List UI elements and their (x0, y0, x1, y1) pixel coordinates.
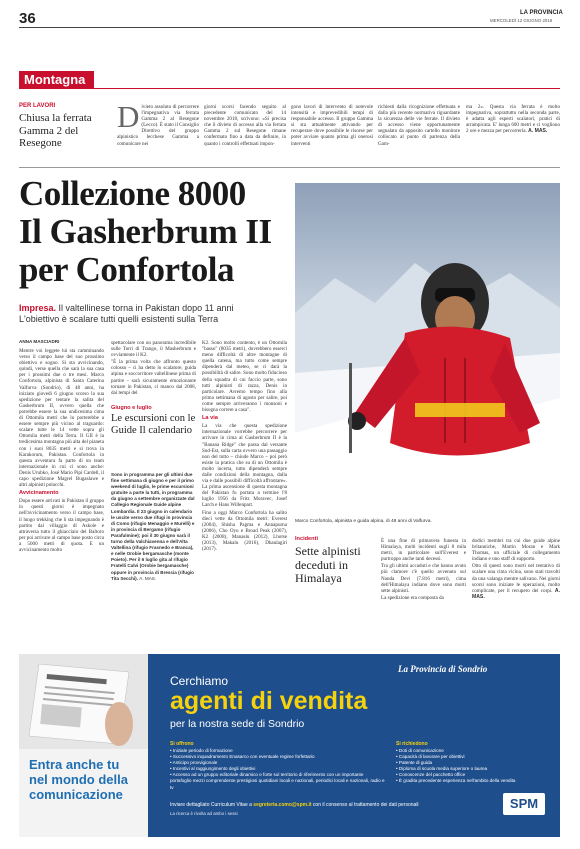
main-col1: Mentre voi leggete lui sta camminando verso il campo base del suo prossimo obiettivo e sogno. Si sta avvicinando, quindi, verse quella che sarà la sua casa per i prossimi due o tre mesi. Marco Confortola, alpinista di Santa Caterina Valfurva (Sondrio), di 48 anni, ha iniziato giovedì 6 giugno scorso la sua spedizione per tentare la salita del Gasherbrum II, ovvero quella che potrebbe essere la sua undicesima cima di Ottomila metri che lo porterebbe a essere sempre più vicino al traguardo: scalare tutte le 14 vette sopra gli Ottomila metri della Terra. Il GII è la tredicesima montagna più alta del pianeta con i suoi 8035 metri e si trova in Karakorum, Pakistan. Confortola in questa avventura fa parte di un team internazionale in cui ci sono anche: Denis Urubko, José Mario Pipi Cardell, il capo spedizione Magrel Bugaslawe e altri alpinisti polacchi. Avvicinamento Dopo essere arrivati in Pakistan il gruppo in questi giorni è impegnato nell'avvicinamento verso il campo base, il lungo trekking che li sta impegnando è partito dal villaggio di Askole e attraversa tutto il ghiacciaio del Baltoro per poi arrivare al campo base posto circa a 5000 metri di quota. E un avvicinamento molto (19, 348, 104, 553)
newspaper-illustration (19, 654, 148, 749)
ad-brand: La Provincia di Sondrio (398, 664, 488, 674)
brief-kicker: PER LAVORI (19, 103, 56, 109)
ad-offer-item: • Successivo inquadramento Enasarco con eventuale regime forfettario (170, 754, 385, 760)
sidebar-signature: A. MAS. (472, 587, 560, 600)
issue-date: MERCOLEDÌ 12 GIUGNO 2019 (490, 18, 553, 23)
ad-line3: per la nostra sede di Sondrio (170, 718, 305, 730)
ad-offer-item: • Anticipo provvigionale (170, 760, 385, 766)
brief-col2: giorni scorsi facendo seguito al precedente comunicato del 14 novembre 2018, scrivono: «Si precisa che il divieto di accesso alla via ferrata Gamma 2 sul Resegone rimane confermato fino a data da definire, in quanto i controlli effettuati impon- (204, 104, 286, 147)
ad-footer: Inviare dettagliato Curriculum Vitae a segreteria.como@spm.it con il consenso al trattamento dei dati personali (170, 802, 419, 808)
paper-name: LA PROVINCIA (520, 10, 563, 16)
header-rule (19, 27, 560, 28)
ad-offer-item: • Iniziale periodo di formazione (170, 748, 385, 754)
brief-col3: gono lavori di intervento di notevole intensità e imprevedibili tempi di responsabile accesso. Il gruppo Gamma si sta attualmente attivando per recuperare dove possibile le risorse per poter avviare quanto prima gli onerosi interventi (291, 104, 373, 147)
ad-offer-item: • Accesso ad un gruppo editoriale dinamico e forte sul territorio di riferimento con un importante portafoglio mezzi comprendente prestigiosi quotidiani locali e nazionali, periodici locali e nazionali, radio e tv (170, 772, 385, 790)
main-headline-2: Il Gasherbrum II (19, 212, 272, 251)
sub-avvicinamento: Avvicinamento (19, 490, 59, 497)
ad-req-title: Si richiedono (396, 741, 428, 747)
section-name: Montagna (24, 72, 86, 87)
ad-offer-item: • Incentivi al raggiungimento degli obiettivi (170, 766, 385, 772)
ad-email-link[interactable]: segreteria.como@spm.it (253, 802, 312, 808)
brief-signature: A. MAS. (528, 128, 548, 135)
brief-dropcap: D (117, 99, 140, 134)
ad-line1: Cerchiamo (170, 674, 229, 688)
ad-req-item: • Doti di comunicazione (396, 748, 546, 754)
main-byline: ANNA MASCIADRI (19, 339, 60, 344)
brief-col1: D ivieto assoluto di percorrere l'impegnativa via ferrata Gamma 2 al Resegone (Lecco). È stato il Consiglio Direttivo del gruppo alpinistico lecchese Gamma a comunicare nei (117, 99, 199, 147)
ad-left-text: Entra anche tu nel mondo della comunicazione (29, 757, 128, 802)
sidebar-col1: È una fine di primavera funesta in Himalaya, molti incidenti sugli 8 mila metri, in particolare sull'Everest e purtroppo anche tanti decessi. Tra gli ultimi accaduti e che hanno avuto più clamore c'è quello avvenuto sul Nanda Devi (7.816 metri), cima dell'Himalaya indiano dove sono morti sette alpinisti. La spedizione era composta da (381, 538, 466, 601)
box-text: Sono in programma per gli ultimi due fine settimana di giugno e per il primo weekend di luglio, le prime escursioni gratuite a parte la tutti, in programma da giugno a settembre organizzate dal Collegio Regionale Guide alpine Lombardia. Il 23 giugno in calendario le uscite verso due rifugi in provincia di Como (rifugio Menaggio e Murelli) e in provincia di Bergamo (rifugio Parafulmine); poi il 30 giugno sarà il turno della Valchiavenna e dell'Alta Valtellina (rifugio Frasnedo e Branca), e nelle Orobie bergamasche (monte Poieto). Per il 6 luglio gita al rifugio Fratelli Calvi (Orobie bergamasche) oppure in provincia di Brescia (rifugio Tita Secchi). A. MAS. (111, 472, 195, 581)
sidebar-kicker: Incidenti (295, 536, 318, 542)
ad-left-panel (19, 654, 148, 837)
brief-col5: ma 2». Questa via ferrata è molto impegnativa, soprattutto nella seconda parte, è adatta agli esperti scalatori, pratici di arrampicata. E' lunga 600 metri e ci vogliono 2 ore e mezza per percorrerla. A. MAS. (466, 104, 560, 135)
ad-line2: agenti di vendita (170, 687, 368, 715)
brief-col4: richiesti dalla ricognizione effettuata e dalla più recente normativa riguardante la sicurezza delle vie ferrate. Il divieto di accesso viene opportunamente segnalato da apposito cartello monitore collocato al punto di partenza della Gam- (378, 104, 460, 147)
sidebar-col2: dodici membri tra cui due guide alpine britanniche, Martin Moran e Mark Thomas, un ufficiale di collegamento indiano e uno staff di supporto. Otto di questi sono morti nel tentativo di scalare una cima vicina, sono stati travolti da una valanga mentre salivano. Nei giorni scorsi sono iniziate le operazioni, molto complicate, per il recupero dei corpi. A. MAS. (472, 538, 560, 600)
ad-req-item: • Conoscenze del pacchetto office (396, 772, 546, 778)
main-photo (295, 183, 560, 515)
brief-title: Chiusa la ferrata Gamma 2 del Resegone (19, 112, 92, 149)
ad-main-panel (148, 654, 560, 837)
ad-req-item: • Diploma di scuola media superiore o laurea (396, 766, 546, 772)
ad-req-item: • Capacità di lavorare per obiettivi (396, 754, 546, 760)
sub-giugno: Giugno e luglio (111, 405, 152, 411)
main-subtitle: Impresa. Il valtellinese torna in Pakistan dopo 11 anni L'obiettivo è scalare tutti quelli esistenti sulla Terra (19, 303, 234, 324)
box-title: Le escursioni con le Guide Il calendario (111, 413, 196, 436)
ad-offer-title: Si offrono (170, 741, 194, 747)
photo-caption: Marco Confortola, alpinista e guida alpina, di 48 anni di Valfurva. (295, 519, 432, 524)
climber-illustration (295, 183, 560, 515)
ad-req-list (396, 748, 546, 785)
main-col2: spettacolare con un panorama incredibile sulle Torri di Trango, il Masherbrum e ovviamente il K2. "È la prima volta che affronto questo colosso – ci ha detto lo scalatore, guida alpina e soccorritore valtellinese prima di partire - sarà sicuramente emozionante tornare in Pakistan, ci manco dal 2008, dai tempi del (111, 340, 196, 396)
ad-offer-list (170, 748, 385, 791)
section-rule (94, 88, 560, 89)
ad-req-item: • Patente di guida (396, 760, 546, 766)
box-signature: A. MAS. (139, 575, 157, 581)
sidebar-title: Sette alpinisti deceduti in Himalaya (295, 544, 361, 585)
page-number: 36 (19, 10, 36, 27)
spm-logo: SPM (503, 793, 545, 815)
brief-bottom-rule (19, 167, 560, 168)
sub-via: La via (202, 415, 218, 422)
main-headline-1: Collezione 8000 (19, 174, 246, 213)
ad-req-item: • È gradita precedente esperienza nell'ambito della vendita (396, 778, 546, 784)
main-headline-3: per Confortola (19, 250, 234, 289)
ad-footer-small: La ricerca è rivolta ad ambo i sessi (170, 811, 238, 816)
main-sub-kicker: Impresa. (19, 303, 57, 313)
main-col3: K2. Sono molto contento, è un Ottomila "basso" (8035 metri), dovrebbero esserci meno difficoltà di altre montagne di quella catena, ma tutto come sempre dipenderà dal meteo, se ci darà la possibilità di salire. Sono molto fiducioso della squadra di cui faccio parte, sono tutti alpinisti di razza, Denis in particolare. Avremo tempo fino alla prima settimana di agosto per salire, poi come sempre arriveranno i monsoni e bisogna correre a casa". La via La via che questa spedizione internazionale vorrebbe percorrere per arrivare in cima al Gasherbrum II è la "Banana Ridge" che passa dal versante Sud-Est, sulla carta ovvero una passaggio non del tutto – chiude Marco – poi però esiste la pratica che su di un Ottomila è molto incerta, tutto dipenderà sempre dalle condizioni della montagna, dalla via e dalle possibili difficoltà affrontare». La prima ascensione di questa montagna del Pakistan fu portata a termine l'8 luglio 1956 da Fritz Moravec, Josef Larch e Hans Willenpart. Fino a oggi Marco Confortola ha salito dieci vette da Ottomila metri: Everest (2004), Shisha Pagma e Annapurna (2006), Cho Oyu e Broad Peak (2007), K2 (2008), Manaslu (2012), Lhotse (2013), Makalu (2016), Dhaulagiri (2017). (202, 340, 287, 553)
